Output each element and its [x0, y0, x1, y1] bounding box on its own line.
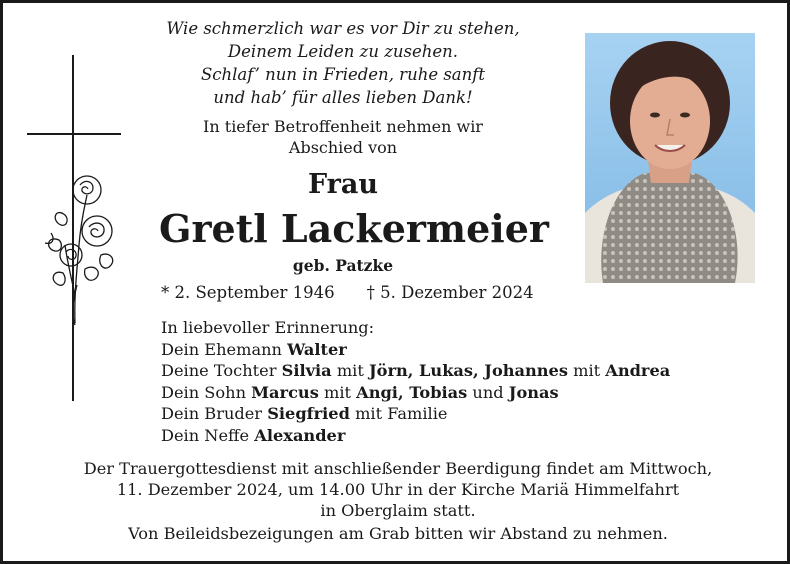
- mourner-name: Silvia: [281, 361, 332, 380]
- relation-label: Dein Bruder: [161, 404, 268, 423]
- service-info: [33, 458, 763, 521]
- mourner-name: Jörn, Lukas, Johannes: [369, 361, 568, 380]
- connector-text: und: [467, 382, 509, 402]
- mourner-son: [161, 382, 721, 404]
- poem-line: Wie schmerzlich war es vor Dir zu stehen,: [166, 19, 520, 38]
- mourner-name: Angi, Tobias: [356, 382, 468, 402]
- birth-date: * 2. September 1946: [161, 283, 335, 302]
- connector-text: mit: [318, 382, 357, 402]
- poem-line: Schlaf’ nun in Frieden, ruhe sanft: [200, 65, 485, 84]
- portrait-photo: [585, 33, 755, 283]
- relation-label: Deine Tochter: [161, 361, 282, 380]
- deceased-name: Gretl Lackermeier: [159, 206, 549, 251]
- connector-text: mit Familie: [349, 404, 448, 423]
- intro-line: Abschied von: [288, 138, 398, 157]
- mourner-name: Walter: [287, 339, 347, 359]
- salutation: Frau: [307, 169, 379, 200]
- mourners-list: [161, 317, 721, 446]
- mourner-daughter: [161, 360, 721, 382]
- mourner-name: Jonas: [508, 382, 559, 402]
- service-line: Der Trauergottesdienst mit anschließender Beerdigung findet am Mittwoch,: [83, 459, 713, 478]
- poem: [123, 17, 563, 109]
- mourner-name: Alexander: [254, 425, 346, 445]
- mourner-name: Andrea: [605, 361, 671, 380]
- relation-label: Dein Neffe: [161, 425, 255, 445]
- poem-line: Deinem Leiden zu zusehen.: [227, 42, 459, 61]
- closing-note: Von Beileidsbezeigungen am Grab bitten wir Abstand zu nehmen.: [128, 524, 668, 543]
- relation-label: Dein Sohn: [161, 382, 252, 402]
- life-dates: [161, 282, 561, 304]
- intro-text: [153, 116, 533, 158]
- intro-line: In tiefer Betroffenheit nehmen wir: [203, 117, 483, 136]
- mourner-nephew: [161, 425, 721, 447]
- cross-with-rose-icon: [25, 55, 125, 401]
- mourner-brother: [161, 403, 721, 425]
- mourner-name: Siegfried: [267, 404, 350, 423]
- mourner-husband: [161, 339, 721, 361]
- poem-line: und hab’ für alles lieben Dank!: [213, 88, 473, 107]
- connector-text: mit: [331, 361, 370, 380]
- relation-label: Dein Ehemann: [161, 339, 288, 359]
- service-line: in Oberglaim statt.: [320, 501, 476, 520]
- birth-name: geb. Patzke: [292, 256, 394, 275]
- service-line: 11. Dezember 2024, um 14.00 Uhr in der Kirche Mariä Himmelfahrt: [116, 480, 680, 499]
- connector-text: mit: [567, 361, 606, 380]
- remembrance-label: In liebevoller Erinnerung:: [161, 318, 375, 337]
- mourner-name: Marcus: [251, 382, 319, 402]
- death-date: † 5. Dezember 2024: [366, 283, 534, 302]
